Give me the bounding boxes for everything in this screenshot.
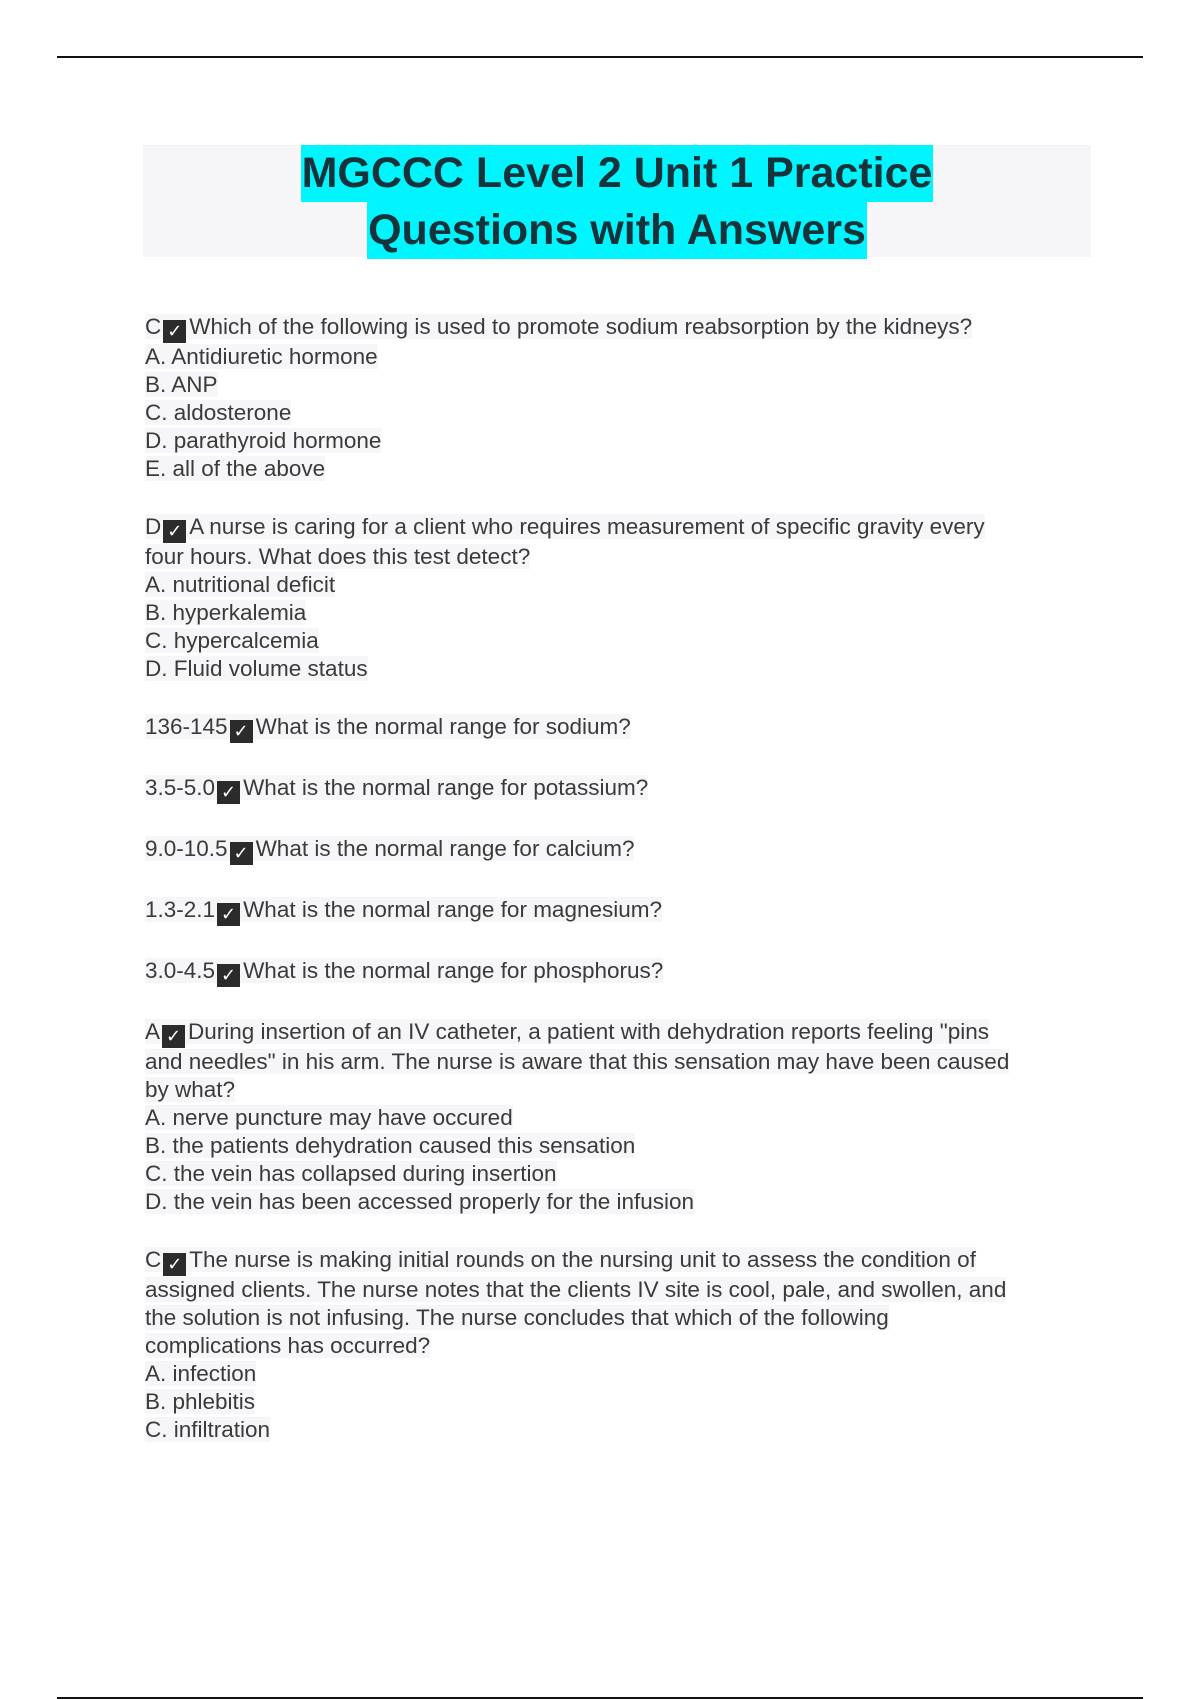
checkmark-icon: ✓ bbox=[162, 1025, 185, 1048]
question-line-first bbox=[145, 774, 1075, 804]
question-line bbox=[145, 1048, 1075, 1076]
checkmark-icon: ✓ bbox=[230, 842, 253, 865]
checkmark-icon: ✓ bbox=[217, 781, 240, 804]
answer-option bbox=[145, 655, 1075, 683]
qa-item bbox=[145, 1246, 1075, 1444]
question-text: Which of the following is used to promote sodium reabsorption by the kidneys? bbox=[189, 314, 973, 339]
answer-option bbox=[145, 1388, 1075, 1416]
answer-key: A bbox=[145, 1019, 161, 1044]
question-text: The nurse is making initial rounds on the nursing unit to assess the condition of bbox=[189, 1247, 976, 1272]
answer-option-text: D. parathyroid hormone bbox=[145, 428, 382, 453]
answer-option-text: C. the vein has collapsed during insertion bbox=[145, 1161, 557, 1186]
answer-key: 3.5-5.0 bbox=[145, 775, 216, 800]
answer-key: 9.0-10.5 bbox=[145, 836, 228, 861]
answer-option-text: B. ANP bbox=[145, 372, 218, 397]
answer-option bbox=[145, 1188, 1075, 1216]
answer-option bbox=[145, 399, 1075, 427]
checkmark-icon: ✓ bbox=[163, 320, 186, 343]
title-line-1: MGCCC Level 2 Unit 1 Practice bbox=[301, 145, 934, 202]
answer-option bbox=[145, 627, 1075, 655]
question-line bbox=[145, 543, 1075, 571]
answer-option-text: C. aldosterone bbox=[145, 400, 292, 425]
answer-option-text: B. phlebitis bbox=[145, 1389, 256, 1414]
question-line bbox=[145, 1276, 1075, 1304]
answer-option-text: B. hyperkalemia bbox=[145, 600, 307, 625]
answer-option-text: B. the patients dehydration caused this sensation bbox=[145, 1133, 636, 1158]
answer-option-text: A. Antidiuretic hormone bbox=[145, 344, 378, 369]
question-text: What is the normal range for magnesium? bbox=[243, 897, 663, 922]
answer-option bbox=[145, 1360, 1075, 1388]
answer-key: D bbox=[145, 514, 162, 539]
question-line-first bbox=[145, 513, 1075, 543]
checkmark-icon: ✓ bbox=[163, 1253, 186, 1276]
answer-option bbox=[145, 1104, 1075, 1132]
answer-option-text: E. all of the above bbox=[145, 456, 326, 481]
question-text: the solution is not infusing. The nurse concludes that which of the following bbox=[145, 1305, 889, 1330]
answer-option-text: C. infiltration bbox=[145, 1417, 271, 1442]
question-line bbox=[145, 1304, 1075, 1332]
title-line-2: Questions with Answers bbox=[367, 202, 867, 259]
answer-option bbox=[145, 1416, 1075, 1444]
answer-option bbox=[145, 371, 1075, 399]
answer-option bbox=[145, 1132, 1075, 1160]
answer-option-text: A. infection bbox=[145, 1361, 257, 1386]
answer-option-text: D. Fluid volume status bbox=[145, 656, 368, 681]
answer-option bbox=[145, 571, 1075, 599]
question-line-first bbox=[145, 957, 1075, 987]
question-text: What is the normal range for phosphorus? bbox=[243, 958, 664, 983]
answer-key: C bbox=[145, 1247, 162, 1272]
qa-item bbox=[145, 1018, 1075, 1216]
question-text: assigned clients. The nurse notes that the clients IV site is cool, pale, and swollen, and bbox=[145, 1277, 1007, 1302]
question-text: A nurse is caring for a client who requires measurement of specific gravity every bbox=[189, 514, 985, 539]
question-list bbox=[145, 313, 1075, 1474]
qa-item bbox=[145, 957, 1075, 987]
answer-key: 1.3-2.1 bbox=[145, 897, 216, 922]
answer-option bbox=[145, 599, 1075, 627]
question-line-first bbox=[145, 1018, 1075, 1048]
qa-item bbox=[145, 774, 1075, 804]
question-line bbox=[145, 1332, 1075, 1360]
qa-item bbox=[145, 713, 1075, 743]
qa-item bbox=[145, 313, 1075, 483]
question-line-first bbox=[145, 713, 1075, 743]
question-line-first bbox=[145, 896, 1075, 926]
answer-key: 3.0-4.5 bbox=[145, 958, 216, 983]
checkmark-icon: ✓ bbox=[163, 520, 186, 543]
question-text: What is the normal range for calcium? bbox=[255, 836, 635, 861]
qa-item bbox=[145, 513, 1075, 683]
answer-option-text: D. the vein has been accessed properly for the infusion bbox=[145, 1189, 695, 1214]
answer-option bbox=[145, 427, 1075, 455]
question-line-first bbox=[145, 313, 1075, 343]
question-line-first bbox=[145, 835, 1075, 865]
question-text: four hours. What does this test detect? bbox=[145, 544, 531, 569]
top-rule bbox=[57, 56, 1143, 58]
qa-item bbox=[145, 835, 1075, 865]
question-line-first bbox=[145, 1246, 1075, 1276]
checkmark-icon: ✓ bbox=[217, 964, 240, 987]
answer-option-text: A. nutritional deficit bbox=[145, 572, 336, 597]
answer-option bbox=[145, 1160, 1075, 1188]
question-line bbox=[145, 1076, 1075, 1104]
bottom-rule bbox=[57, 1697, 1143, 1699]
answer-key: C bbox=[145, 314, 162, 339]
question-text: and needles" in his arm. The nurse is aware that this sensation may have been caused bbox=[145, 1049, 1010, 1074]
answer-option bbox=[145, 343, 1075, 371]
page-title bbox=[143, 145, 1091, 257]
answer-key: 136-145 bbox=[145, 714, 228, 739]
question-text: complications has occurred? bbox=[145, 1333, 431, 1358]
question-text: What is the normal range for sodium? bbox=[255, 714, 631, 739]
answer-option-text: A. nerve puncture may have occured bbox=[145, 1105, 513, 1130]
checkmark-icon: ✓ bbox=[217, 903, 240, 926]
question-text: During insertion of an IV catheter, a patient with dehydration reports feeling "pins bbox=[188, 1019, 989, 1044]
question-text: What is the normal range for potassium? bbox=[243, 775, 649, 800]
checkmark-icon: ✓ bbox=[230, 720, 253, 743]
answer-option bbox=[145, 455, 1075, 483]
answer-option-text: C. hypercalcemia bbox=[145, 628, 319, 653]
question-text: by what? bbox=[145, 1077, 236, 1102]
qa-item bbox=[145, 896, 1075, 926]
